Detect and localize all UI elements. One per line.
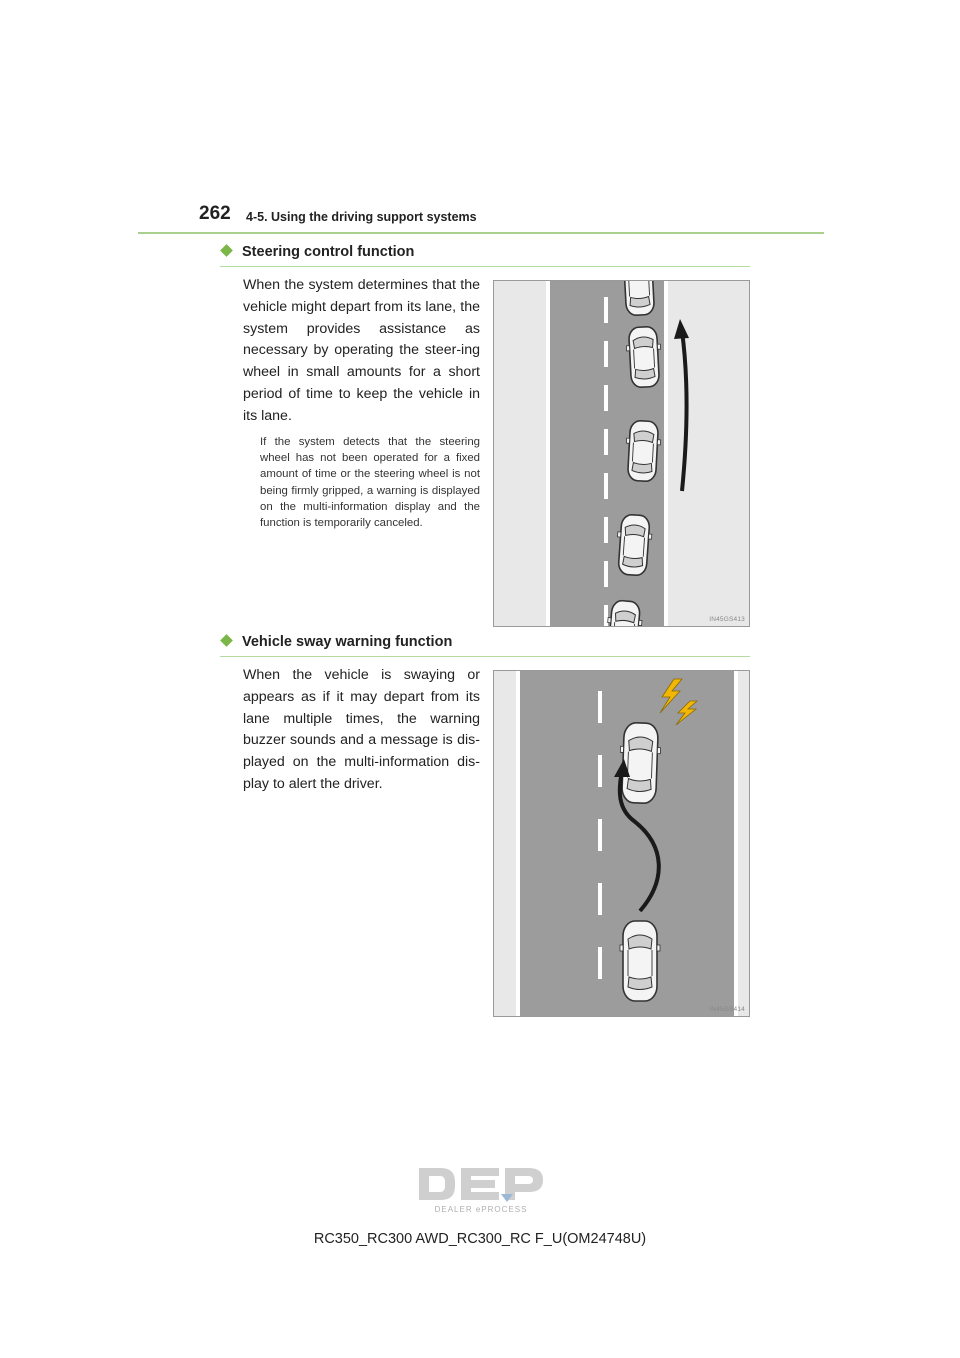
- footer-model-code: RC350_RC300 AWD_RC300_RC F_U(OM24748U): [313, 1231, 647, 1247]
- diamond-bullet-icon: [220, 244, 233, 257]
- steering-control-illustration: [493, 280, 750, 627]
- chapter-title: 4-5. Using the driving support systems: [246, 210, 477, 224]
- header-divider: [138, 232, 824, 234]
- section-heading-label: Vehicle sway warning function: [242, 634, 453, 650]
- page-number: 262: [199, 203, 231, 224]
- steering-control-description: When the system determines that the vehicle might depart from its lane, the system provides assistance as necessary by operating the steer-ing wheel in small amounts for a short period of time to keep the vehicle in its lane.: [243, 277, 480, 424]
- section-heading-steering-control: [220, 244, 414, 260]
- vehicle-sway-illustration: [493, 670, 750, 1017]
- figure-code: IN45GS414: [709, 1006, 745, 1013]
- section-divider: [220, 656, 750, 657]
- section-divider: [220, 266, 750, 267]
- dealer-eprocess-logo: [415, 1164, 547, 1216]
- vehicle-sway-description: When the vehicle is swaying or appears as if it may depart from its lane multiple times, the warning buzzer sounds and a message is dis-played on the multi-information dis-play to alert the driver.: [243, 667, 480, 792]
- road-diagram-steering: [494, 281, 749, 626]
- section-heading-vehicle-sway: [220, 634, 452, 650]
- diamond-bullet-icon: [220, 634, 233, 647]
- svg-text:DEALER ePROCESS: DEALER ePROCESS: [434, 1205, 528, 1214]
- road-diagram-sway: [494, 671, 749, 1016]
- section-heading-label: Steering control function: [242, 244, 415, 260]
- steering-control-note: If the system detects that the steering wheel has not been operated for a fixed amount of time or the steering wheel is not being firmly gripped, a warning is displayed on the multi-information display and the function is temporarily canceled.: [260, 436, 480, 530]
- figure-code: IN45GS413: [709, 616, 745, 623]
